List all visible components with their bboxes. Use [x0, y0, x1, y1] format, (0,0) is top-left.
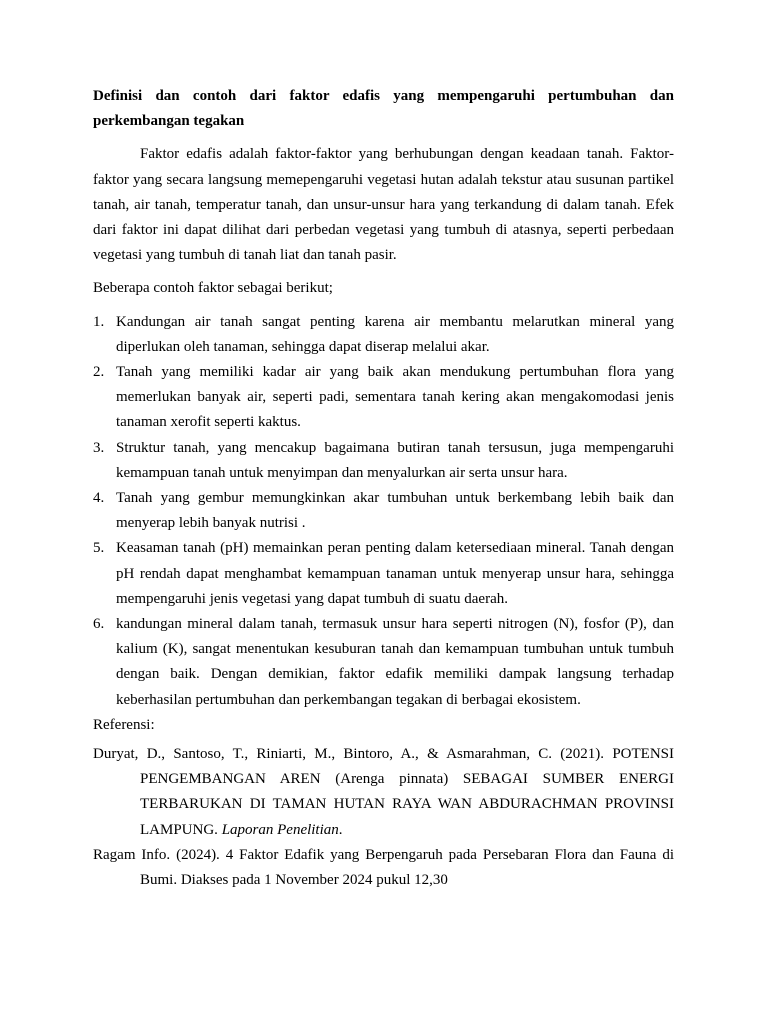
list-item — [93, 436, 674, 486]
list-item-number: 6. — [93, 616, 105, 633]
list-item — [93, 310, 674, 360]
reference-entry — [93, 742, 674, 843]
list-item-text: Tanah yang gembur memungkinkan akar tumbuhan untuk berkembang lebih baik dan menyerap lebih banyak nutrisi . — [116, 490, 674, 532]
list-item — [93, 486, 674, 536]
document-title: Definisi dan contoh dari faktor edafis yang mempengaruhi pertumbuhan dan perkembangan tegakan — [93, 88, 674, 130]
reference-text: Duryat, D., Santoso, T., Riniarti, M., Bintoro, A., & Asmarahman, C. (2021). POTENSI PENGEMBANGAN AREN (Arenga pinnata) SEBAGAI SUMBER ENERGI TERBARUKAN DI TAMAN HUTAN RAYA WAN ABDURACHMAN PROVINSI LAMPUNG. — [93, 746, 674, 838]
list-item-number: 1. — [93, 313, 105, 330]
reference-italic: Laporan Penelitian — [221, 821, 339, 838]
list-item-number: 4. — [93, 490, 105, 507]
list-item-text: Kandungan air tanah sangat penting karena air membantu melarutkan mineral yang diperlukan oleh tanaman, sehingga dapat diserap melalui akar. — [116, 313, 674, 355]
references-heading: Referensi: — [93, 716, 155, 733]
list-item-text: Tanah yang memiliki kadar air yang baik akan mendukung pertumbuhan flora yang memerlukan banyak air, seperti padi, sementara tanah kering akan mengakomodasi jenis tanaman xerofit seperti kaktus. — [116, 364, 674, 431]
list-item-number: 5. — [93, 540, 105, 557]
factor-list — [93, 310, 674, 713]
list-item-number: 2. — [93, 364, 105, 381]
list-item-text: kandungan mineral dalam tanah, termasuk unsur hara seperti nitrogen (N), fosfor (P), dan kalium (K), sangat menentukan kesuburan tanah dan kemampuan tumbuhan untuk tumbuh dengan baik. Dengan demikian, faktor edafik memiliki dampak langsung terhadap keberhasilan pertumbuhan dan perkembangan tegakan di berbagai ekosistem. — [116, 616, 674, 708]
list-item — [93, 360, 674, 436]
document-page — [93, 84, 674, 893]
list-item-text: Keasaman tanah (pH) memainkan peran penting dalam ketersediaan mineral. Tanah dengan pH rendah dapat menghambat kemampuan tanaman untuk menyerap unsur hara, sehingga mempengaruhi jenis vegetasi yang dapat tumbuh di suatu daerah. — [116, 540, 674, 607]
reference-text: Ragam Info. (2024). 4 Faktor Edafik yang Berpengaruh pada Persebaran Flora dan Fauna di Bumi. Diakses pada 1 November 2024 pukul 12,30 — [93, 846, 674, 889]
reference-tail: . — [338, 821, 343, 838]
list-item-number: 3. — [93, 439, 105, 456]
list-item — [93, 536, 674, 612]
reference-entry — [93, 843, 674, 893]
list-item — [93, 612, 674, 713]
list-intro: Beberapa contoh faktor sebagai berikut; — [93, 280, 333, 297]
intro-paragraph: Faktor edafis adalah faktor-faktor yang berhubungan dengan keadaan tanah. Faktor-faktor yang secara langsung memepengaruhi vegetasi hutan adalah tekstur atau susunan partikel tanah, air tanah, temperatur tanah, dan unsur-unsur hara yang terkandung di dalam tanah. Efek dari faktor ini dapat dilihat dari perbedan vegetasi yang tumbuh di atasnya, seperti perbedaan vegetasi yang tumbuh di tanah liat dan tanah pasir. — [93, 146, 674, 264]
list-item-text: Struktur tanah, yang mencakup bagaimana butiran tanah tersusun, juga mempengaruhi kemampuan tanah untuk menyimpan dan menyalurkan air serta unsur hara. — [116, 439, 674, 481]
